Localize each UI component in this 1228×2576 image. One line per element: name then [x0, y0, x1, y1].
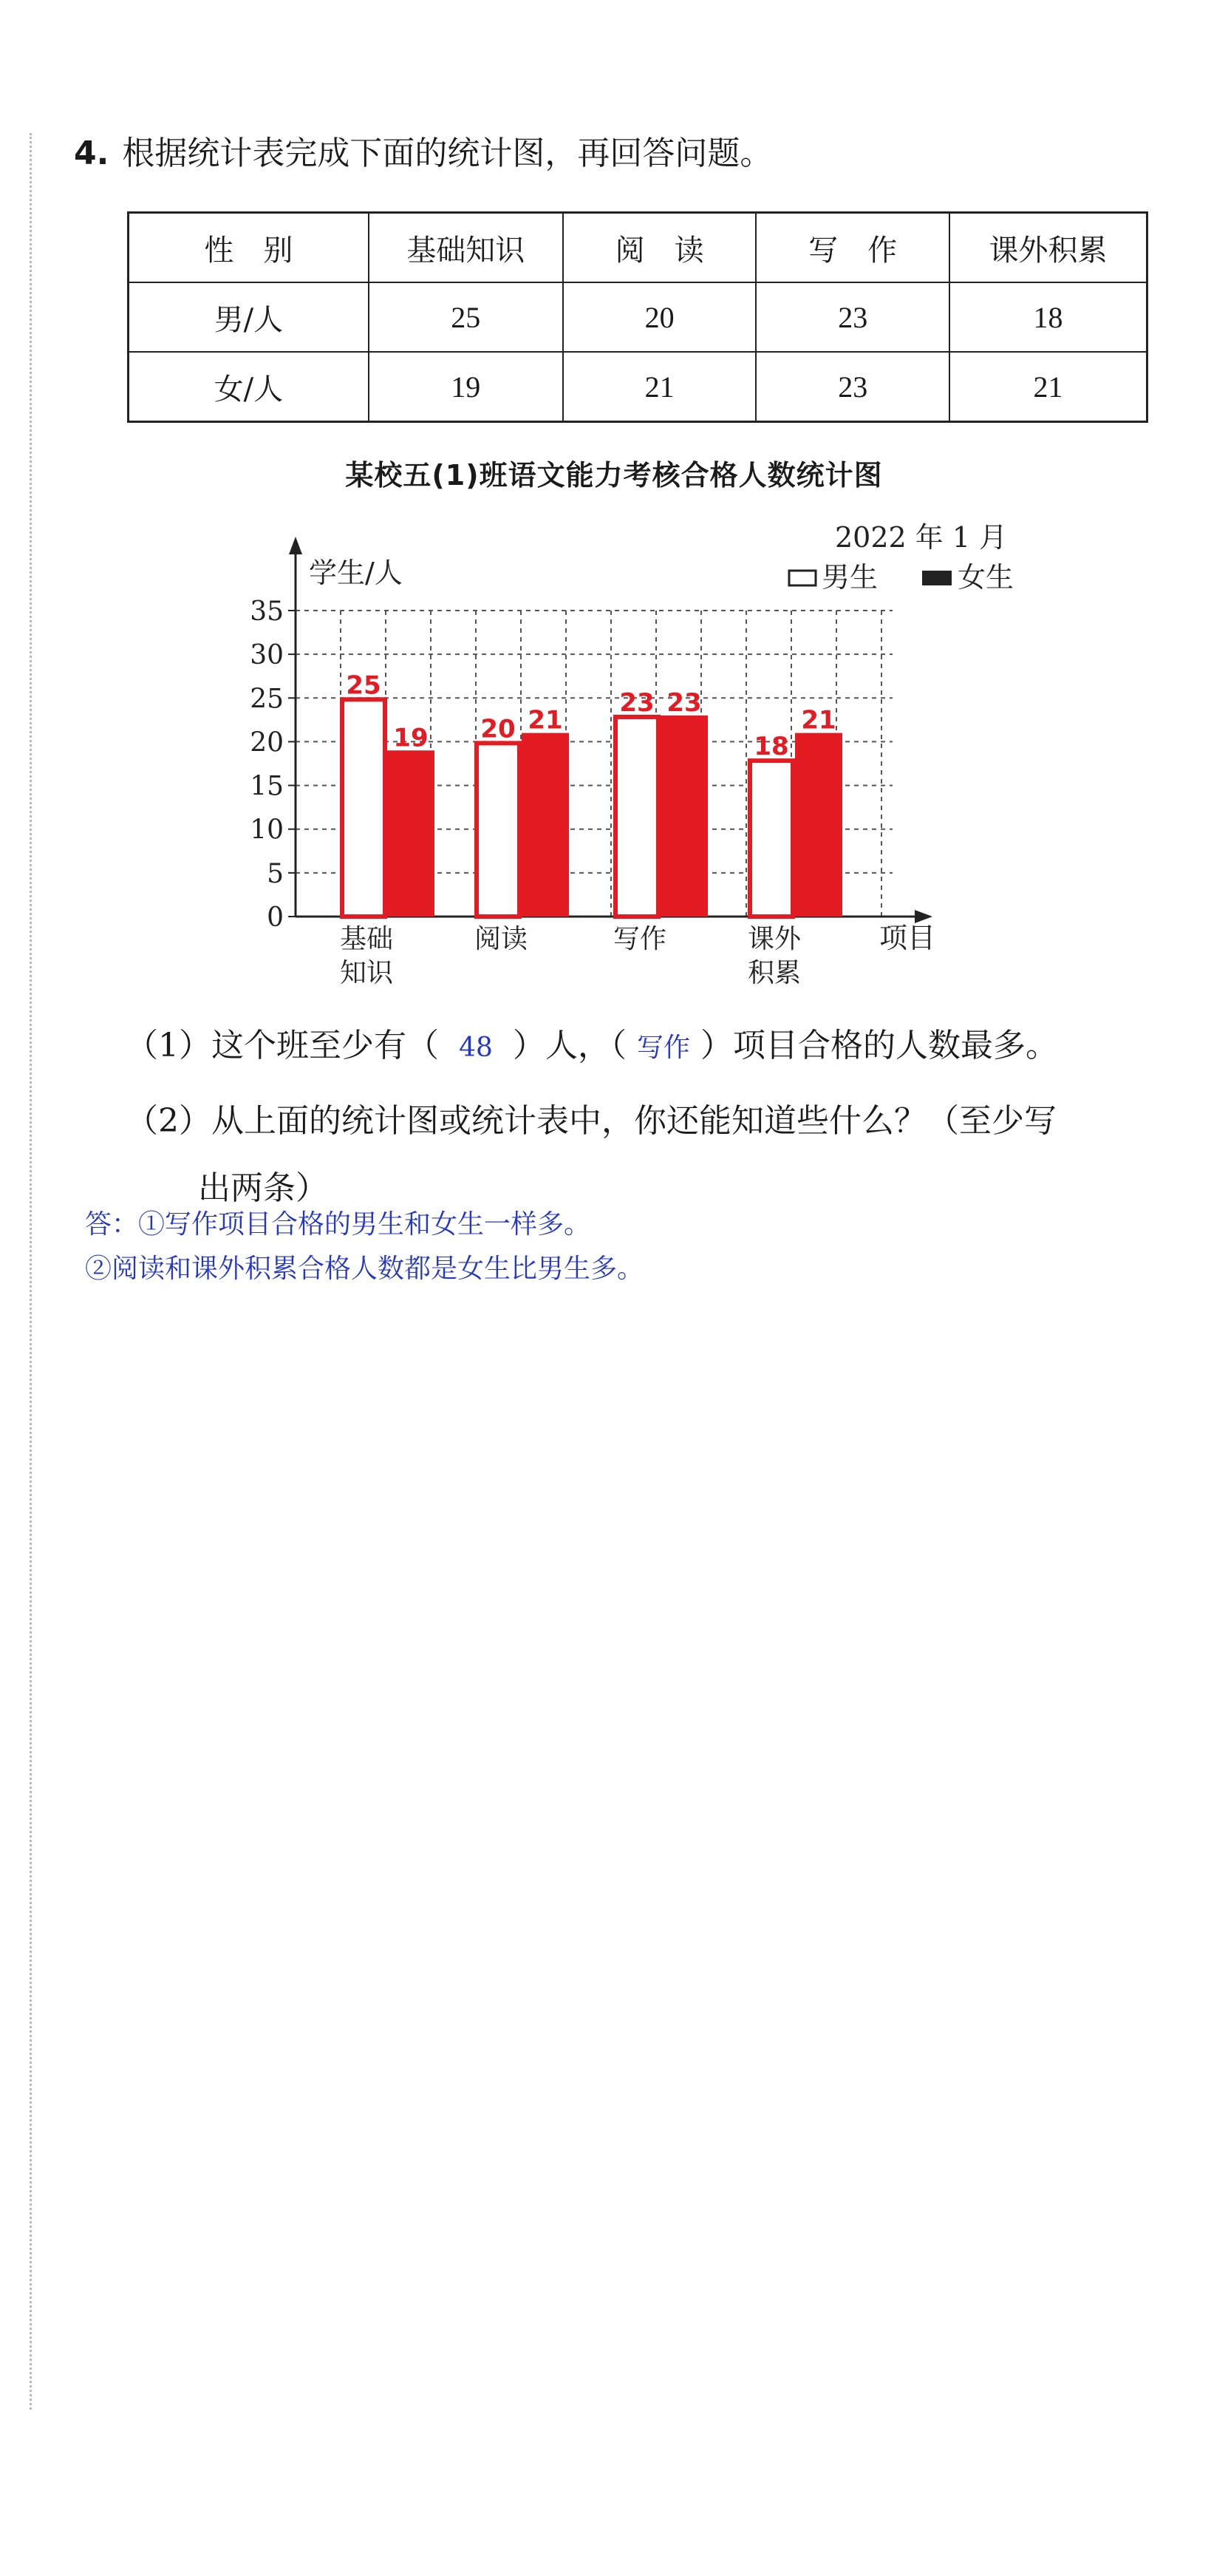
- table-row: [129, 282, 1147, 352]
- category-label: 写作: [613, 924, 667, 954]
- row-label: 女/人: [129, 352, 369, 422]
- bar-chart: [0, 510, 1228, 1013]
- header-cell: 课外积累: [949, 213, 1147, 283]
- y-tick-label: 25: [250, 684, 284, 715]
- sub-question-label: （2）: [126, 1102, 211, 1140]
- y-tick-label: 5: [267, 858, 284, 889]
- header-cell: 阅 读: [563, 213, 757, 283]
- table-cell: 21: [949, 352, 1147, 422]
- sub-question-text: ）项目合格的人数最多。: [700, 1027, 1058, 1064]
- question-text: 根据统计表完成下面的统计图，再回答问题。: [122, 135, 773, 172]
- table-cell: 19: [369, 352, 563, 422]
- category-label: 基础: [339, 924, 394, 954]
- data-label-female: 23: [666, 687, 702, 718]
- data-label-male: 25: [346, 670, 381, 701]
- y-tick-label: 10: [250, 815, 284, 846]
- y-tick-label: 0: [267, 903, 284, 933]
- category-label: 知识: [339, 958, 394, 988]
- data-label-female: 21: [528, 705, 563, 735]
- sub-question-2-continued: 出两条）: [198, 1169, 328, 1207]
- chart-title: 某校五(1)班语文能力考核合格人数统计图: [345, 459, 883, 492]
- table-cell: 23: [756, 352, 949, 422]
- sub-question-text: 这个班至少有（: [211, 1027, 439, 1064]
- answer-line-1: 答：①写作项目合格的男生和女生一样多。: [85, 1209, 591, 1240]
- y-axis-arrow: [289, 537, 302, 554]
- chart-date: 2022 年 1 月: [835, 521, 1008, 554]
- data-label-male: 23: [619, 687, 655, 718]
- table-row: [129, 352, 1147, 422]
- table-cell: 23: [756, 282, 949, 352]
- category-label: 积累: [747, 958, 802, 988]
- bar-male: [477, 743, 519, 917]
- y-tick-label: 30: [250, 640, 284, 671]
- sub-question-text: ）人，（: [513, 1027, 627, 1064]
- sub-question-label: （1）: [126, 1027, 211, 1064]
- question-title: [74, 132, 772, 176]
- bar-male: [615, 717, 658, 917]
- answer-line-2: ②阅读和课外积累合格人数都是女生比男生多。: [85, 1254, 644, 1284]
- bar-female: [387, 750, 434, 917]
- sub-question-text: 从上面的统计图或统计表中，你还能知道些什么？（至少写: [211, 1102, 1057, 1140]
- row-label: 男/人: [129, 282, 369, 352]
- question-number: 4.: [74, 135, 109, 172]
- data-label-male: 20: [480, 714, 516, 744]
- legend-label-female: 女生: [958, 561, 1014, 594]
- bar-female: [522, 733, 569, 917]
- sub-question-2: [126, 1099, 1057, 1143]
- stats-table: [127, 211, 1148, 423]
- table-cell: 20: [563, 282, 757, 352]
- legend-swatch-female: [922, 571, 952, 585]
- answer-blank-2: 写作: [636, 1033, 690, 1063]
- bar-female: [661, 716, 708, 917]
- y-tick-label: 15: [250, 771, 284, 802]
- bar-female: [795, 733, 842, 917]
- header-cell: 基础知识: [369, 213, 563, 283]
- y-axis-label: 学生/人: [309, 557, 403, 589]
- table-header-row: [129, 213, 1147, 283]
- data-label-female: 21: [801, 705, 836, 735]
- sub-question-1: [126, 1024, 1058, 1070]
- category-label: 阅读: [474, 924, 528, 954]
- y-tick-label: 20: [250, 727, 284, 758]
- table-cell: 21: [563, 352, 757, 422]
- table-cell: 18: [949, 282, 1147, 352]
- x-axis-label: 项目: [879, 922, 936, 954]
- category-label: 课外: [747, 924, 802, 954]
- data-label-female: 19: [393, 723, 429, 753]
- table-cell: 25: [369, 282, 563, 352]
- header-cell: 写 作: [756, 213, 949, 283]
- legend-swatch-male: [789, 571, 816, 585]
- data-label-male: 18: [754, 732, 789, 762]
- bar-male: [750, 761, 793, 917]
- legend-label-male: 男生: [822, 561, 879, 594]
- header-cell: 性 别: [129, 213, 369, 283]
- answer-blank-1: 48: [459, 1033, 493, 1063]
- bar-male: [342, 699, 385, 917]
- y-tick-label: 35: [250, 597, 284, 627]
